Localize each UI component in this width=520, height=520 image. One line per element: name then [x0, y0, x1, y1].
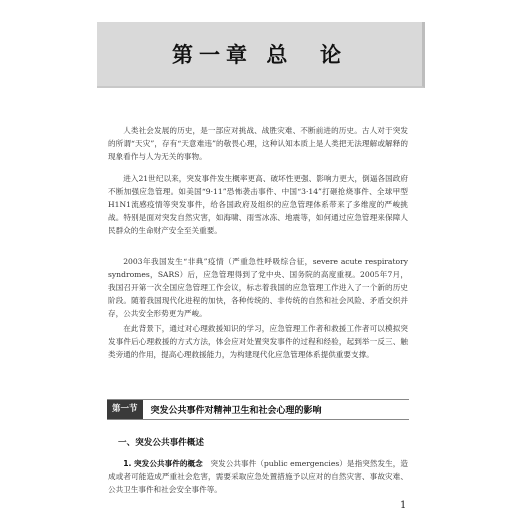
section-title: 突发公共事件对精神卫生和社会心理的影响 — [150, 406, 322, 416]
page-number: 1 — [400, 500, 407, 511]
paragraph-2: 进入21世纪以来，突发事件发生概率更高、破坏性更强、影响力更大，倒逼各国政府不断加强应急管理。如美国“9·11”恐怖袭击事件、中国“3·14”打砸抢烧事件、全球甲型H1N1流感疫情等突发事件，给各国政府及组织的应急管理体系带来了多维度的严峻挑战。特别是面对突发自然灾害，如海啸、雨雪冰冻、地震等，如何通过应急管理来保障人民群众的生命财产安全至关重要。 — [108, 174, 408, 235]
definition-term: 1. 突发公共事件的概念 — [123, 459, 203, 468]
definition-text: 突发公共事件（public emergencies）是指突然发生，造成或者可能造成严重社会危害，需要采取应急处置措施予以应对的自然灾害、事故灾难、公共卫生事件和社会安全事件等。 — [108, 459, 409, 494]
section-heading-bar — [107, 399, 409, 420]
definition-paragraph — [108, 457, 408, 496]
paragraph-1: 人类社会发展的历史，是一部应对挑战、战胜灾难、不断前进的历史。古人对于突发的所谓“天灾”，存有“天意难违”的敬畏心理，这种认知本质上是人类把无法理解或解释的现象看作与人为无关的事物。 — [108, 126, 408, 161]
subsection-heading: 一、突发公共事件概述 — [118, 438, 204, 448]
chapter-title-box — [97, 22, 425, 88]
paragraph-3: 2003年我国发生“非典”疫情（严重急性呼吸综合征，severe acute respiratory syndromes，SARS）后，应急管理得到了党中央、国务院的高度重视。2005年7月，我国召开第一次全国应急管理工作会议，标志着我国的应急管理工作进入了一个新的历史阶段。随着我国现代化进程的加快，各种传统的、非传统的自然和社会风险、矛盾交织并存，公共安全形势更为严峻。 — [108, 257, 408, 318]
chapter-title: 第一章 总 论 — [172, 43, 347, 67]
section-number-label: 第一节 — [107, 400, 143, 419]
paragraph-4: 在此背景下，通过对心理救援知识的学习，应急管理工作者和救援工作者可以模拟突发事件后心理救援的方式方法，体会应对处置突发事件的过程和经验，起到举一反三、触类旁通的作用，提高心理救援能力，为构建现代化应急管理体系提供重要支撑。 — [108, 324, 408, 359]
